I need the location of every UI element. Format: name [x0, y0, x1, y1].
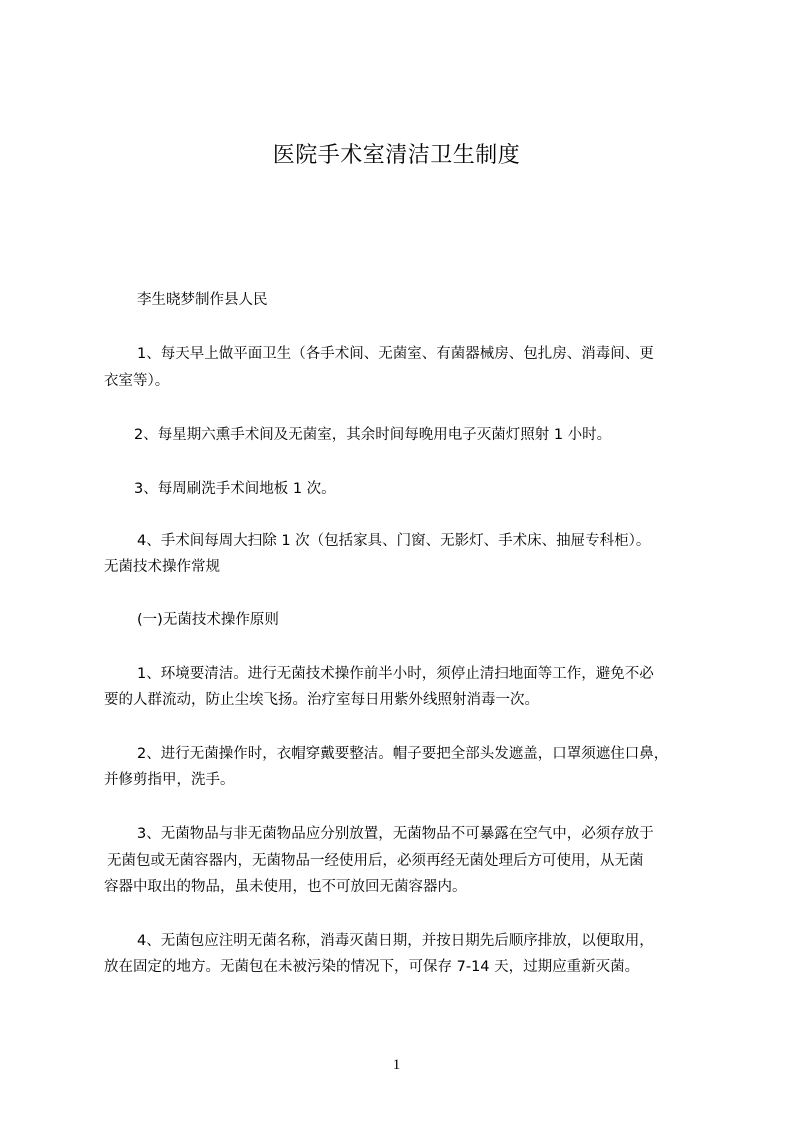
- item-1-line-2: 衣室等）。: [104, 373, 170, 389]
- principle-4-line-2: 放在固定的地方。无菌包在未被污染的情况下，可保存 7-14 天，过期应重新灭菌。: [104, 959, 640, 975]
- principle-3-line-3: 容器中取出的物品，虽未使用，也不可放回无菌容器内。: [104, 879, 467, 895]
- section-heading: 无菌技术操作常规: [104, 559, 220, 575]
- principle-3-line-2: 无菌包或无菌容器内，无菌物品一经使用后，必须再经无菌处理后方可使用，从无菌: [107, 853, 644, 869]
- principle-1-line-2: 要的人群流动，防止尘埃飞扬。治疗室每日用紫外线照射消毒一次。: [104, 692, 539, 708]
- principle-4-line-1: 4、无菌包应注明无菌名称，消毒灭菌日期，并按日期先后顺序排放，以便取用，: [137, 933, 654, 949]
- item-4: 4、手术间每周大扫除 1 次（包括家具、门窗、无影灯、手术床、抽屉专科柜）。: [137, 533, 651, 549]
- subsection-heading: (一)无菌技术操作原则: [137, 612, 279, 628]
- principle-3-line-1: 3、无菌物品与非无菌物品应分别放置，无菌物品不可暴露在空气中，必须存放于: [137, 826, 654, 842]
- author-line: 李生晓梦制作县人民: [137, 292, 268, 308]
- principle-2-line-2: 并修剪指甲，洗手。: [104, 772, 235, 788]
- item-2: 2、每星期六熏手术间及无菌室，其余时间每晚用电子灭菌灯照射 1 小时。: [134, 427, 612, 443]
- item-3: 3、每周刷洗手术间地板 1 次。: [134, 481, 336, 497]
- page-title: 医院手术室清洁卫生制度: [272, 143, 521, 168]
- page-number: 1: [392, 1057, 401, 1073]
- principle-2-line-1: 2、进行无菌操作时，衣帽穿戴要整洁。帽子要把全部头发遮盖，口罩须遮住口鼻，: [137, 746, 669, 762]
- item-1-line-1: 1、每天早上做平面卫生（各手术间、无菌室、有菌器械房、包扎房、消毒间、更: [137, 346, 654, 362]
- principle-1-line-1: 1、环境要清洁。进行无菌技术操作前半小时，须停止清扫地面等工作，避免不必: [137, 666, 654, 682]
